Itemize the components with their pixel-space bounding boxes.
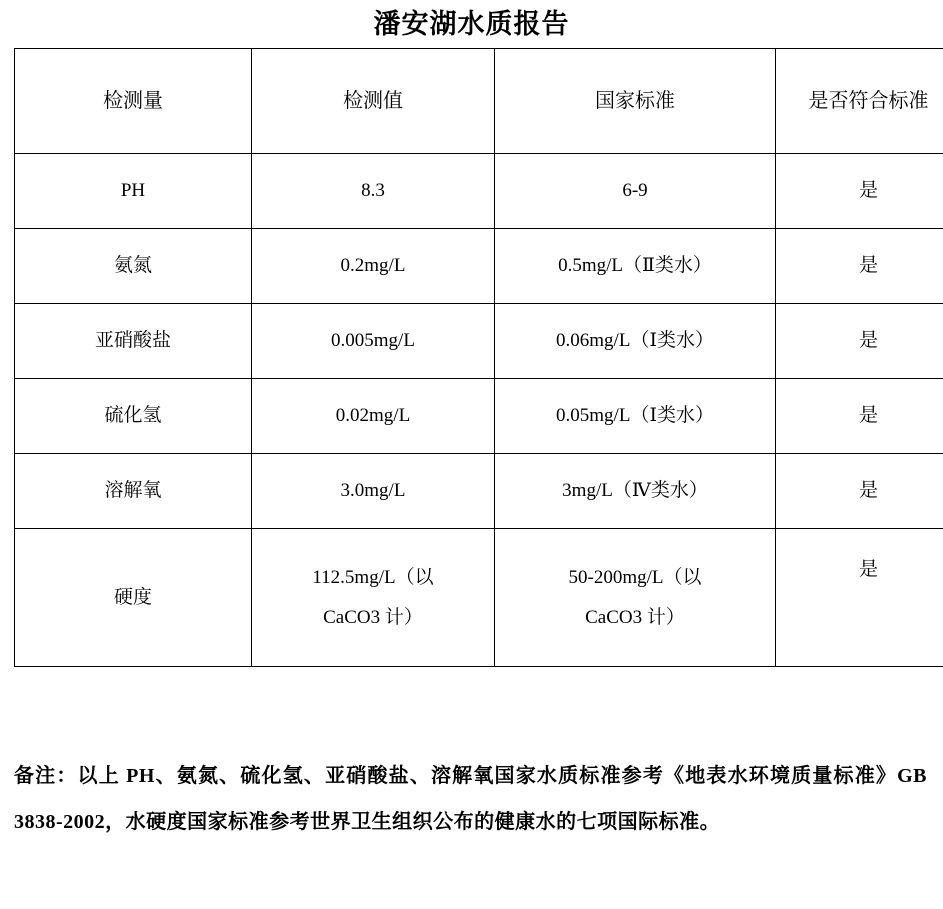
cell-standard: 6-9 — [495, 154, 776, 229]
table-row — [15, 529, 943, 667]
cell-standard: 0.06mg/L（Ⅰ类水） — [495, 304, 776, 379]
cell-conform: 是 — [776, 304, 943, 379]
column-header-standard: 国家标准 — [495, 49, 776, 154]
cell-value-line-1: 112.5mg/L（以 — [312, 567, 434, 588]
cell-item: 硬度 — [15, 529, 252, 667]
table-row — [15, 454, 943, 529]
cell-value: 0.2mg/L — [252, 229, 495, 304]
cell-item: 溶解氧 — [15, 454, 252, 529]
cell-conform: 是 — [776, 454, 943, 529]
cell-value — [252, 529, 495, 667]
cell-value: 8.3 — [252, 154, 495, 229]
cell-value: 0.005mg/L — [252, 304, 495, 379]
page-title: 潘安湖水质报告 — [373, 9, 570, 39]
cell-conform: 是 — [776, 379, 943, 454]
cell-value: 3.0mg/L — [252, 454, 495, 529]
column-header-conform: 是否符合标准 — [776, 49, 943, 154]
table-header-row — [15, 49, 943, 154]
cell-item: 硫化氢 — [15, 379, 252, 454]
column-header-value: 检测值 — [252, 49, 495, 154]
footnote: 备注：以上 PH、氨氮、硫化氢、亚硝酸盐、溶解氧国家水质标准参考《地表水环境质量标准》GB 3838-2002，水硬度国家标准参考世界卫生组织公布的健康水的七项国际标准。 — [14, 765, 927, 834]
cell-standard-line-1: 50-200mg/L（以 — [568, 567, 702, 588]
cell-standard: 0.5mg/L（Ⅱ类水） — [495, 229, 776, 304]
cell-conform — [776, 529, 943, 667]
cell-standard: 3mg/L（Ⅳ类水） — [495, 454, 776, 529]
table-row — [15, 379, 943, 454]
cell-standard: 0.05mg/L（Ⅰ类水） — [495, 379, 776, 454]
table-row — [15, 304, 943, 379]
cell-item: 氨氮 — [15, 229, 252, 304]
column-header-item: 检测量 — [15, 49, 252, 154]
table-row — [15, 154, 943, 229]
cell-standard-line-2: CaCO3 计） — [585, 606, 685, 628]
cell-standard — [495, 529, 776, 667]
cell-item: PH — [15, 154, 252, 229]
cell-item: 亚硝酸盐 — [15, 304, 252, 379]
cell-conform: 是 — [776, 229, 943, 304]
cell-value-line-2: CaCO3 计） — [323, 606, 423, 628]
table-row — [15, 229, 943, 304]
cell-conform: 是 — [776, 154, 943, 229]
cell-conform-text: 是 — [858, 558, 878, 580]
cell-value: 0.02mg/L — [252, 379, 495, 454]
water-quality-table — [14, 48, 943, 667]
